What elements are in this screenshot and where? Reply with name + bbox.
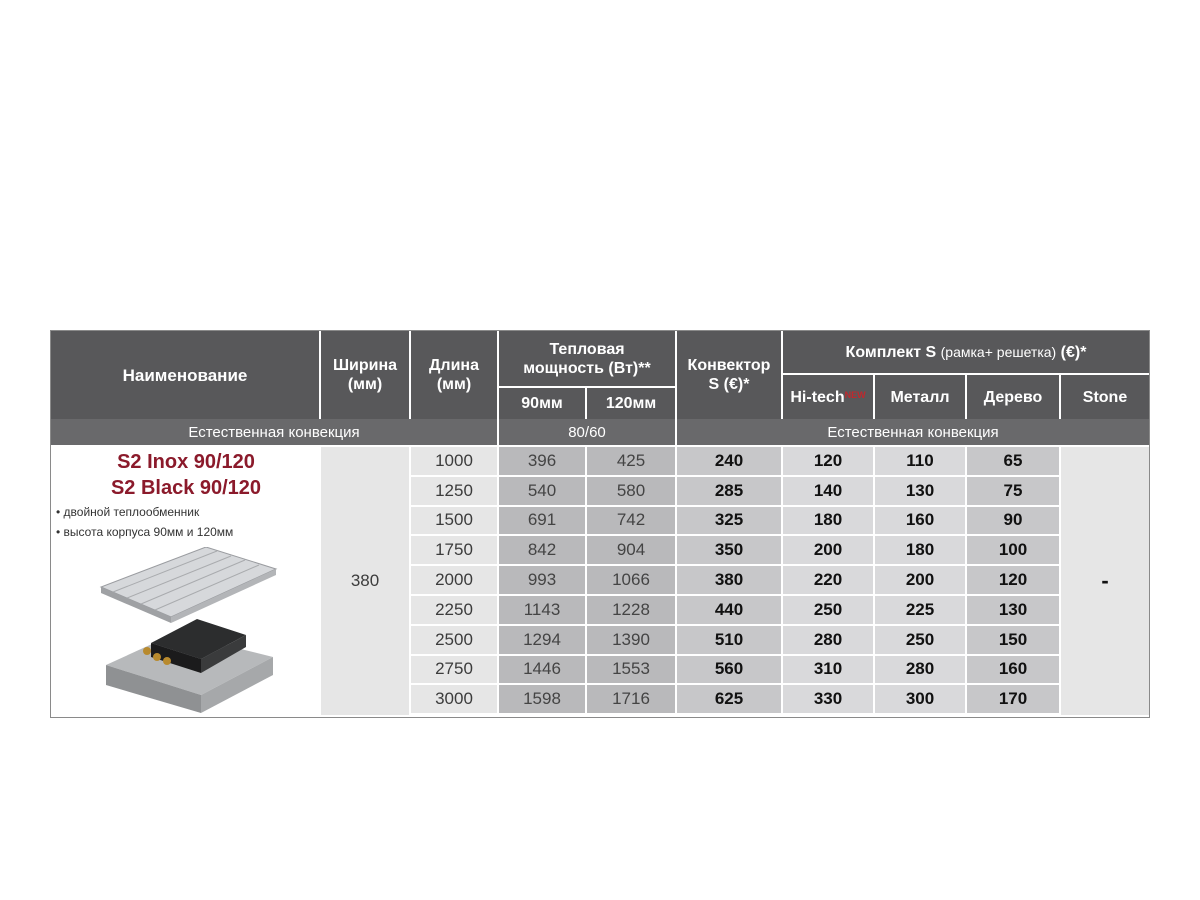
length-cell: 2500 xyxy=(411,626,497,654)
band-left: Естественная конвекция xyxy=(51,419,497,445)
length-cell: 2000 xyxy=(411,566,497,594)
convector-cell: 380 xyxy=(677,566,781,594)
product-title-inox: S2 Inox 90/120 xyxy=(117,451,255,473)
power-120-cell: 904 xyxy=(587,536,675,564)
hitech-cell: 180 xyxy=(783,507,873,535)
valve xyxy=(143,647,151,655)
header-stone: Stone xyxy=(1061,375,1149,419)
power-120-cell: 1066 xyxy=(587,566,675,594)
power-90-cell: 1294 xyxy=(499,626,585,654)
header-metal: Металл xyxy=(875,375,965,419)
hitech-cell: 120 xyxy=(783,447,873,475)
hitech-cell: 330 xyxy=(783,685,873,713)
power-120-cell: 742 xyxy=(587,507,675,535)
wood-cell: 130 xyxy=(967,596,1059,624)
header-power: Тепловая мощность (Вт)** xyxy=(499,331,675,386)
length-cell: 1750 xyxy=(411,536,497,564)
width-cell: 380 xyxy=(321,447,409,715)
power-90-cell: 1446 xyxy=(499,656,585,684)
header-convector: Конвектор S (€)* xyxy=(677,331,781,419)
metal-cell: 280 xyxy=(875,656,965,684)
product-bullet-2: • высота корпуса 90мм и 120мм xyxy=(56,525,234,539)
band-right: Естественная конвекция xyxy=(677,419,1149,445)
power-120-cell: 1390 xyxy=(587,626,675,654)
power-120-cell: 1716 xyxy=(587,685,675,713)
header-hitech-label: Hi-tech xyxy=(790,388,845,406)
power-90-cell: 842 xyxy=(499,536,585,564)
length-cell: 2750 xyxy=(411,656,497,684)
power-120-cell: 580 xyxy=(587,477,675,505)
metal-cell: 250 xyxy=(875,626,965,654)
header-width: Ширина (мм) xyxy=(321,331,409,419)
wood-cell: 170 xyxy=(967,685,1059,713)
hitech-cell: 280 xyxy=(783,626,873,654)
header-kit-sub: (рамка+ решетка) xyxy=(940,343,1057,360)
metal-cell: 160 xyxy=(875,507,965,535)
power-90-cell: 540 xyxy=(499,477,585,505)
header-power-120: 120мм xyxy=(587,388,675,419)
power-120-cell: 1228 xyxy=(587,596,675,624)
length-cell: 1250 xyxy=(411,477,497,505)
wood-cell: 120 xyxy=(967,566,1059,594)
power-120-cell: 1553 xyxy=(587,656,675,684)
convector-cell: 325 xyxy=(677,507,781,535)
convector-cell: 510 xyxy=(677,626,781,654)
metal-cell: 200 xyxy=(875,566,965,594)
convector-cell: 560 xyxy=(677,656,781,684)
convector-cell: 440 xyxy=(677,596,781,624)
hitech-cell: 140 xyxy=(783,477,873,505)
hitech-cell: 250 xyxy=(783,596,873,624)
length-cell: 2250 xyxy=(411,596,497,624)
convector-cell: 350 xyxy=(677,536,781,564)
metal-cell: 300 xyxy=(875,685,965,713)
price-table xyxy=(50,330,1150,718)
length-cell: 3000 xyxy=(411,685,497,713)
header-kit-end: (€)* xyxy=(1060,343,1087,361)
band-middle: 80/60 xyxy=(499,419,675,445)
length-cell: 1000 xyxy=(411,447,497,475)
header-kit xyxy=(783,331,1149,373)
power-90-cell: 691 xyxy=(499,507,585,535)
power-90-cell: 1598 xyxy=(499,685,585,713)
header-power-90: 90мм xyxy=(499,388,585,419)
convector-image xyxy=(51,547,319,717)
metal-cell: 180 xyxy=(875,536,965,564)
power-90-cell: 1143 xyxy=(499,596,585,624)
metal-cell: 110 xyxy=(875,447,965,475)
hitech-cell: 200 xyxy=(783,536,873,564)
product-cell xyxy=(51,445,319,717)
valve xyxy=(163,657,171,665)
metal-cell: 225 xyxy=(875,596,965,624)
stone-cell: - xyxy=(1061,447,1149,715)
power-90-cell: 993 xyxy=(499,566,585,594)
header-kit-main: Комплект S xyxy=(845,343,937,361)
power-120-cell: 425 xyxy=(587,447,675,475)
convector-cell: 285 xyxy=(677,477,781,505)
new-badge: NEW xyxy=(844,389,866,400)
length-cell: 1500 xyxy=(411,507,497,535)
wood-cell: 100 xyxy=(967,536,1059,564)
product-title-black: S2 Black 90/120 xyxy=(110,477,262,499)
header-hitech xyxy=(783,375,873,419)
header-wood: Дерево xyxy=(967,375,1059,419)
hitech-cell: 310 xyxy=(783,656,873,684)
metal-cell: 130 xyxy=(875,477,965,505)
wood-cell: 65 xyxy=(967,447,1059,475)
convector-cell: 625 xyxy=(677,685,781,713)
header-length: Длина (мм) xyxy=(411,331,497,419)
convector-cell: 240 xyxy=(677,447,781,475)
valve xyxy=(153,653,161,661)
hitech-cell: 220 xyxy=(783,566,873,594)
wood-cell: 160 xyxy=(967,656,1059,684)
wood-cell: 75 xyxy=(967,477,1059,505)
wood-cell: 150 xyxy=(967,626,1059,654)
product-bullet-1: • двойной теплообменник xyxy=(56,505,200,519)
wood-cell: 90 xyxy=(967,507,1059,535)
header-name: Наименование xyxy=(51,331,319,419)
power-90-cell: 396 xyxy=(499,447,585,475)
